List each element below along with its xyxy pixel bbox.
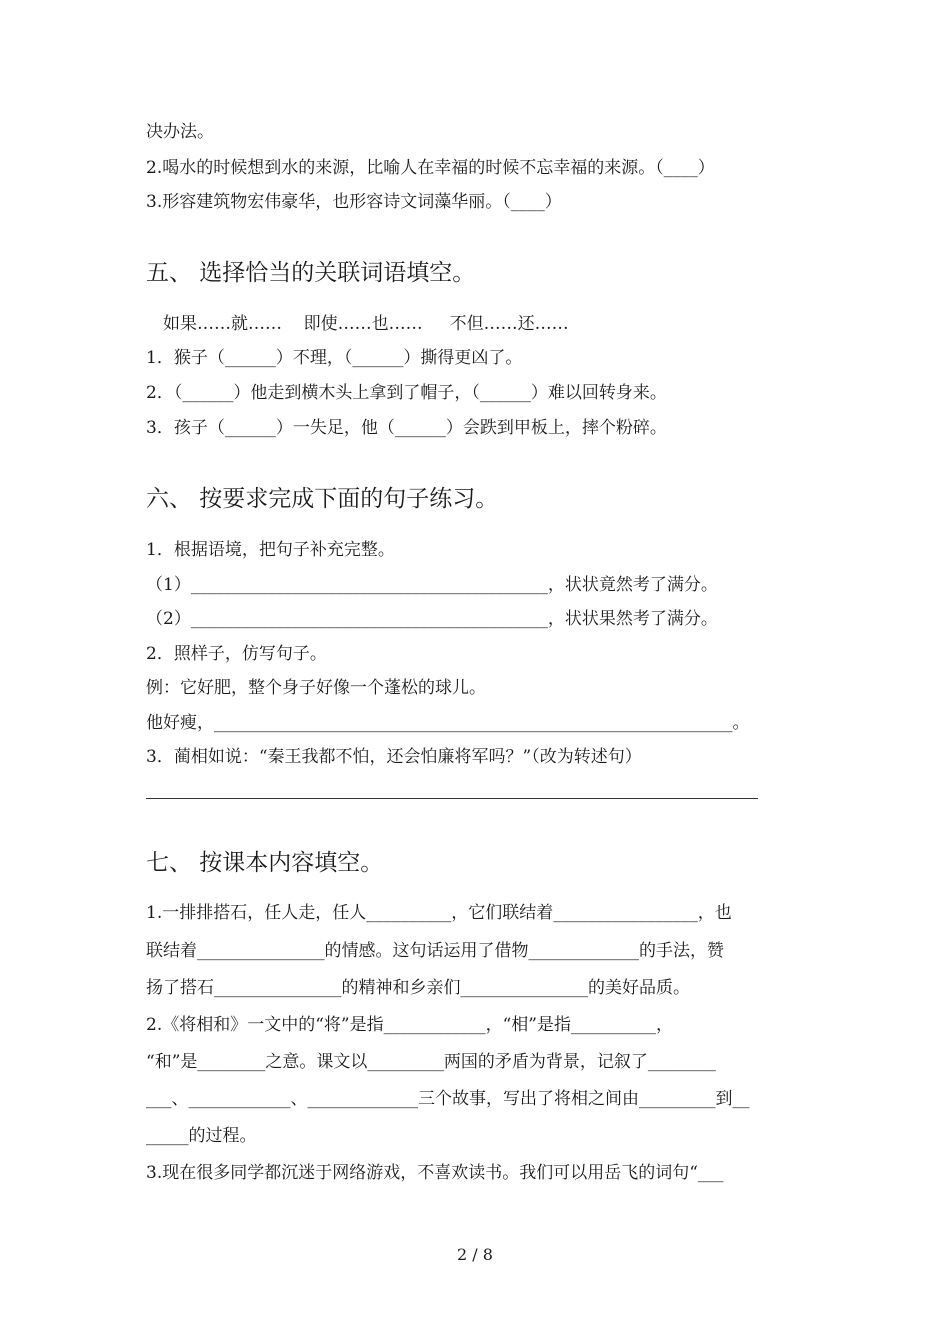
- section7-heading: 七、 按课本内容填空。: [146, 850, 384, 876]
- section6-question-3: 3．蔺相如说：“秦王我都不怕，还会怕廉将军吗？”（改为转述句）: [146, 747, 642, 767]
- section6-question-2-answer: 他好瘦，_____________________________________________________________。: [146, 713, 750, 733]
- section6-question-1b: （2）__________________________________________，状状果然考了满分。: [146, 609, 718, 629]
- section6-example: 例：它好肥，整个身子好像一个蓬松的球儿。: [146, 678, 486, 698]
- section6-question-1a: （1）__________________________________________，状状竟然考了满分。: [146, 575, 718, 595]
- answer-line: [146, 798, 758, 799]
- section5-question-3: 3．孩子（______）一失足，他（______）会跌到甲板上，摔个粉碎。: [146, 418, 667, 438]
- section7-line-5: “和”是________之意。课文以_________两国的矛盾为背景，记叙了________: [146, 1052, 716, 1072]
- section4-item-3: 3.形容建筑物宏伟豪华，也形容诗文词藻华丽。（____）: [146, 192, 562, 212]
- section5-heading: 五、 选择恰当的关联词语填空。: [146, 260, 476, 286]
- section4-line-continued: 决办法。: [146, 122, 214, 142]
- section7-line-6: ___、____________、_____________三个故事，写出了将相之间由_________到__: [146, 1089, 750, 1109]
- section5-question-2: 2．（______）他走到横木头上拿到了帽子，（______）难以回转身来。: [146, 383, 667, 403]
- section5-word-options: 如果……就…… 即使……也…… 不但……还……: [163, 314, 569, 334]
- section4-item-2: 2.喝水的时候想到水的来源，比喻人在幸福的时候不忘幸福的来源。（____）: [146, 158, 715, 178]
- section6-heading: 六、 按要求完成下面的句子练习。: [146, 486, 499, 512]
- section7-line-8: 3.现在很多同学都沉迷于网络游戏，不喜欢读书。我们可以用岳飞的词句“___: [146, 1163, 724, 1183]
- section6-question-2: 2．照样子，仿写句子。: [146, 644, 327, 664]
- section7-line-7: _____的过程。: [146, 1126, 257, 1146]
- page-number: 2 / 8: [457, 1245, 493, 1264]
- section7-line-3: 扬了搭石_______________的精神和乡亲们_______________的美好品质。: [146, 978, 690, 998]
- section7-line-1: 1.一排排搭石，任人走，任人__________，它们联结着_________________，也: [146, 903, 732, 923]
- section7-line-2: 联结着_______________的情感。这句话运用了借物_____________的手法，赞: [146, 941, 724, 961]
- section7-line-4: 2.《将相和》一文中的“将”是指____________，“相”是指__________，: [146, 1015, 673, 1035]
- section5-question-1: 1．猴子（______）不理，（______）撕得更凶了。: [146, 348, 523, 368]
- section6-question-1: 1．根据语境，把句子补充完整。: [146, 540, 395, 560]
